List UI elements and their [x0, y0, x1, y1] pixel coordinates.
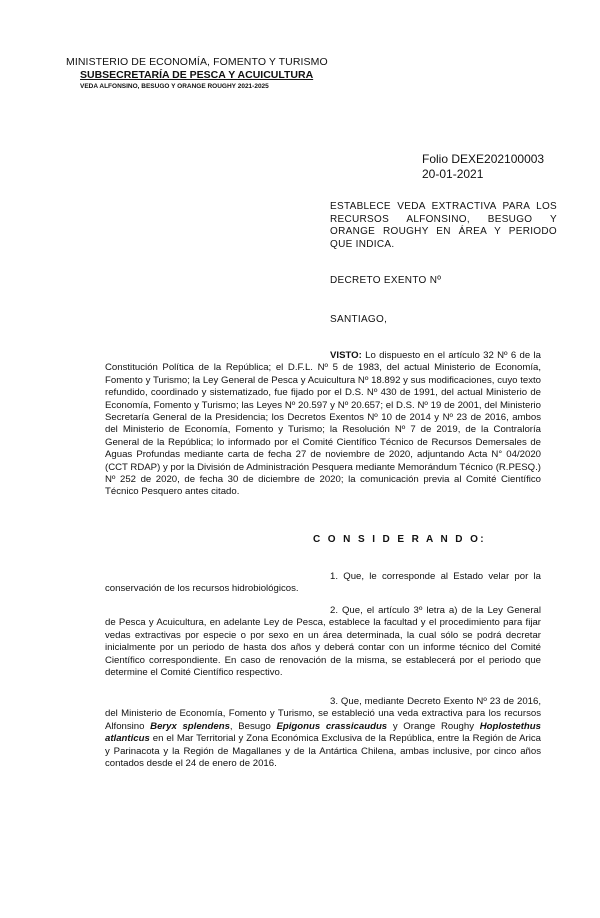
- folio-block: [422, 152, 544, 182]
- species-name-besugo: Epigonus crassicaudus: [276, 720, 388, 732]
- considerando-3-text-b: , Besugo: [229, 720, 277, 732]
- considerando-3-text-a: 3. Que, mediante Decreto Exento Nº 23 de 2016, del Ministerio de Economía, Fomento y Turismo, se estableció una veda extractiva para los recursos Alfonsino: [105, 696, 541, 732]
- considerando-1: 1. Que, le corresponde al Estado velar por la conservación de los recursos hidrobiológicos.: [105, 571, 541, 595]
- decree-number-label: DECRETO EXENTO Nº: [330, 275, 442, 286]
- folio-date: 20-01-2021: [422, 167, 484, 181]
- letterhead: [66, 56, 328, 91]
- decree-subject: ESTABLECE VEDA EXTRACTIVA PARA LOS RECURSOS ALFONSINO, BESUGO Y ORANGE ROUGHY EN ÁREA Y PERIODO QUE INDICA.: [330, 201, 557, 250]
- visto-text: Lo dispuesto en el artículo 32 Nº 6 de la Constitución Política de la República; el D.F.L. Nº 5 de 1983, del actual Ministerio de Economía, Fomento y Turismo; la Ley General de Pesca y Acuicultura Nº 18.892 y sus modificaciones, cuyo texto refundido, coordinado y sistematizado, fue fijado por el D.S. Nº 430 de 1991, del actual Ministerio de Economía, Fomento y Turismo; las Leyes Nº 20.597 y Nº 20.657; el D.S. Nº 19 de 2001, del Ministerio Secretaría General de la Presidencia; los Decretos Exentos Nº 10 de 2014 y Nº 23 de 2016, ambos del Ministerio de Economía, Fomento y Turismo; la Resolución Nº 7 de 2019, de la Contraloría General de la República; lo informado por el Comité Científico Técnico de Recursos Demersales de Aguas Profundas mediante carta de fecha 27 de noviembre de 2020, adjuntando Acta N° 04/2020 (CCT RDAP) y por la División de Administración Pesquera mediante Memorándum Técnico (R.PESQ.) Nº 252 de 2020, de fecha 30 de diciembre de 2020; la comunicación previa al Comité Científico Técnico Pesquero antes citado.: [105, 350, 541, 498]
- ministry-name: MINISTERIO DE ECONOMÍA, FOMENTO Y TURISMO: [66, 56, 328, 68]
- document-reference: VEDA ALFONSINO, BESUGO Y ORANGE ROUGHY 2021-2025: [80, 83, 269, 90]
- species-name-orange-roughy: Hoplostethus atlanticus: [105, 720, 541, 745]
- decree-place: SANTIAGO,: [330, 314, 388, 325]
- considerando-heading: C O N S I D E R A N D O:: [313, 534, 486, 545]
- considerando-3-text-d: en el Mar Territorial y Zona Económica Exclusiva de la República, entre la Región de Arica y Parinacota y la Región de Magallanes y de la Antártica Chilena, ambas inclusive, por cinco años contados desde el 24 de enero de 2016.: [105, 733, 541, 770]
- considerando-2: 2. Que, el artículo 3º letra a) de la Ley General de Pesca y Acuicultura, en adelante Ley de Pesca, establece la facultad y el procedimiento para fijar vedas extractivas por especie o por sexo en un área determinada, la cual sólo se podrá decretar inicialmente por un periodo de hasta dos años y deberá contar con un informe técnico del Comité Científico correspondiente. En caso de renovación de la misma, se establecerá por el periodo que determine el Comité Científico respectivo.: [105, 605, 541, 679]
- undersecretariat-name: SUBSECRETARÍA DE PESCA Y ACUICULTURA: [80, 69, 314, 81]
- visto-paragraph: [105, 350, 541, 499]
- considerando-3-text-c: y Orange Roughy: [387, 720, 480, 732]
- folio-number: Folio DEXE202100003: [422, 152, 545, 166]
- considerando-3: [105, 696, 541, 770]
- species-name-alfonsino: Beryx splendens: [150, 720, 230, 732]
- visto-label: VISTO:: [330, 350, 362, 361]
